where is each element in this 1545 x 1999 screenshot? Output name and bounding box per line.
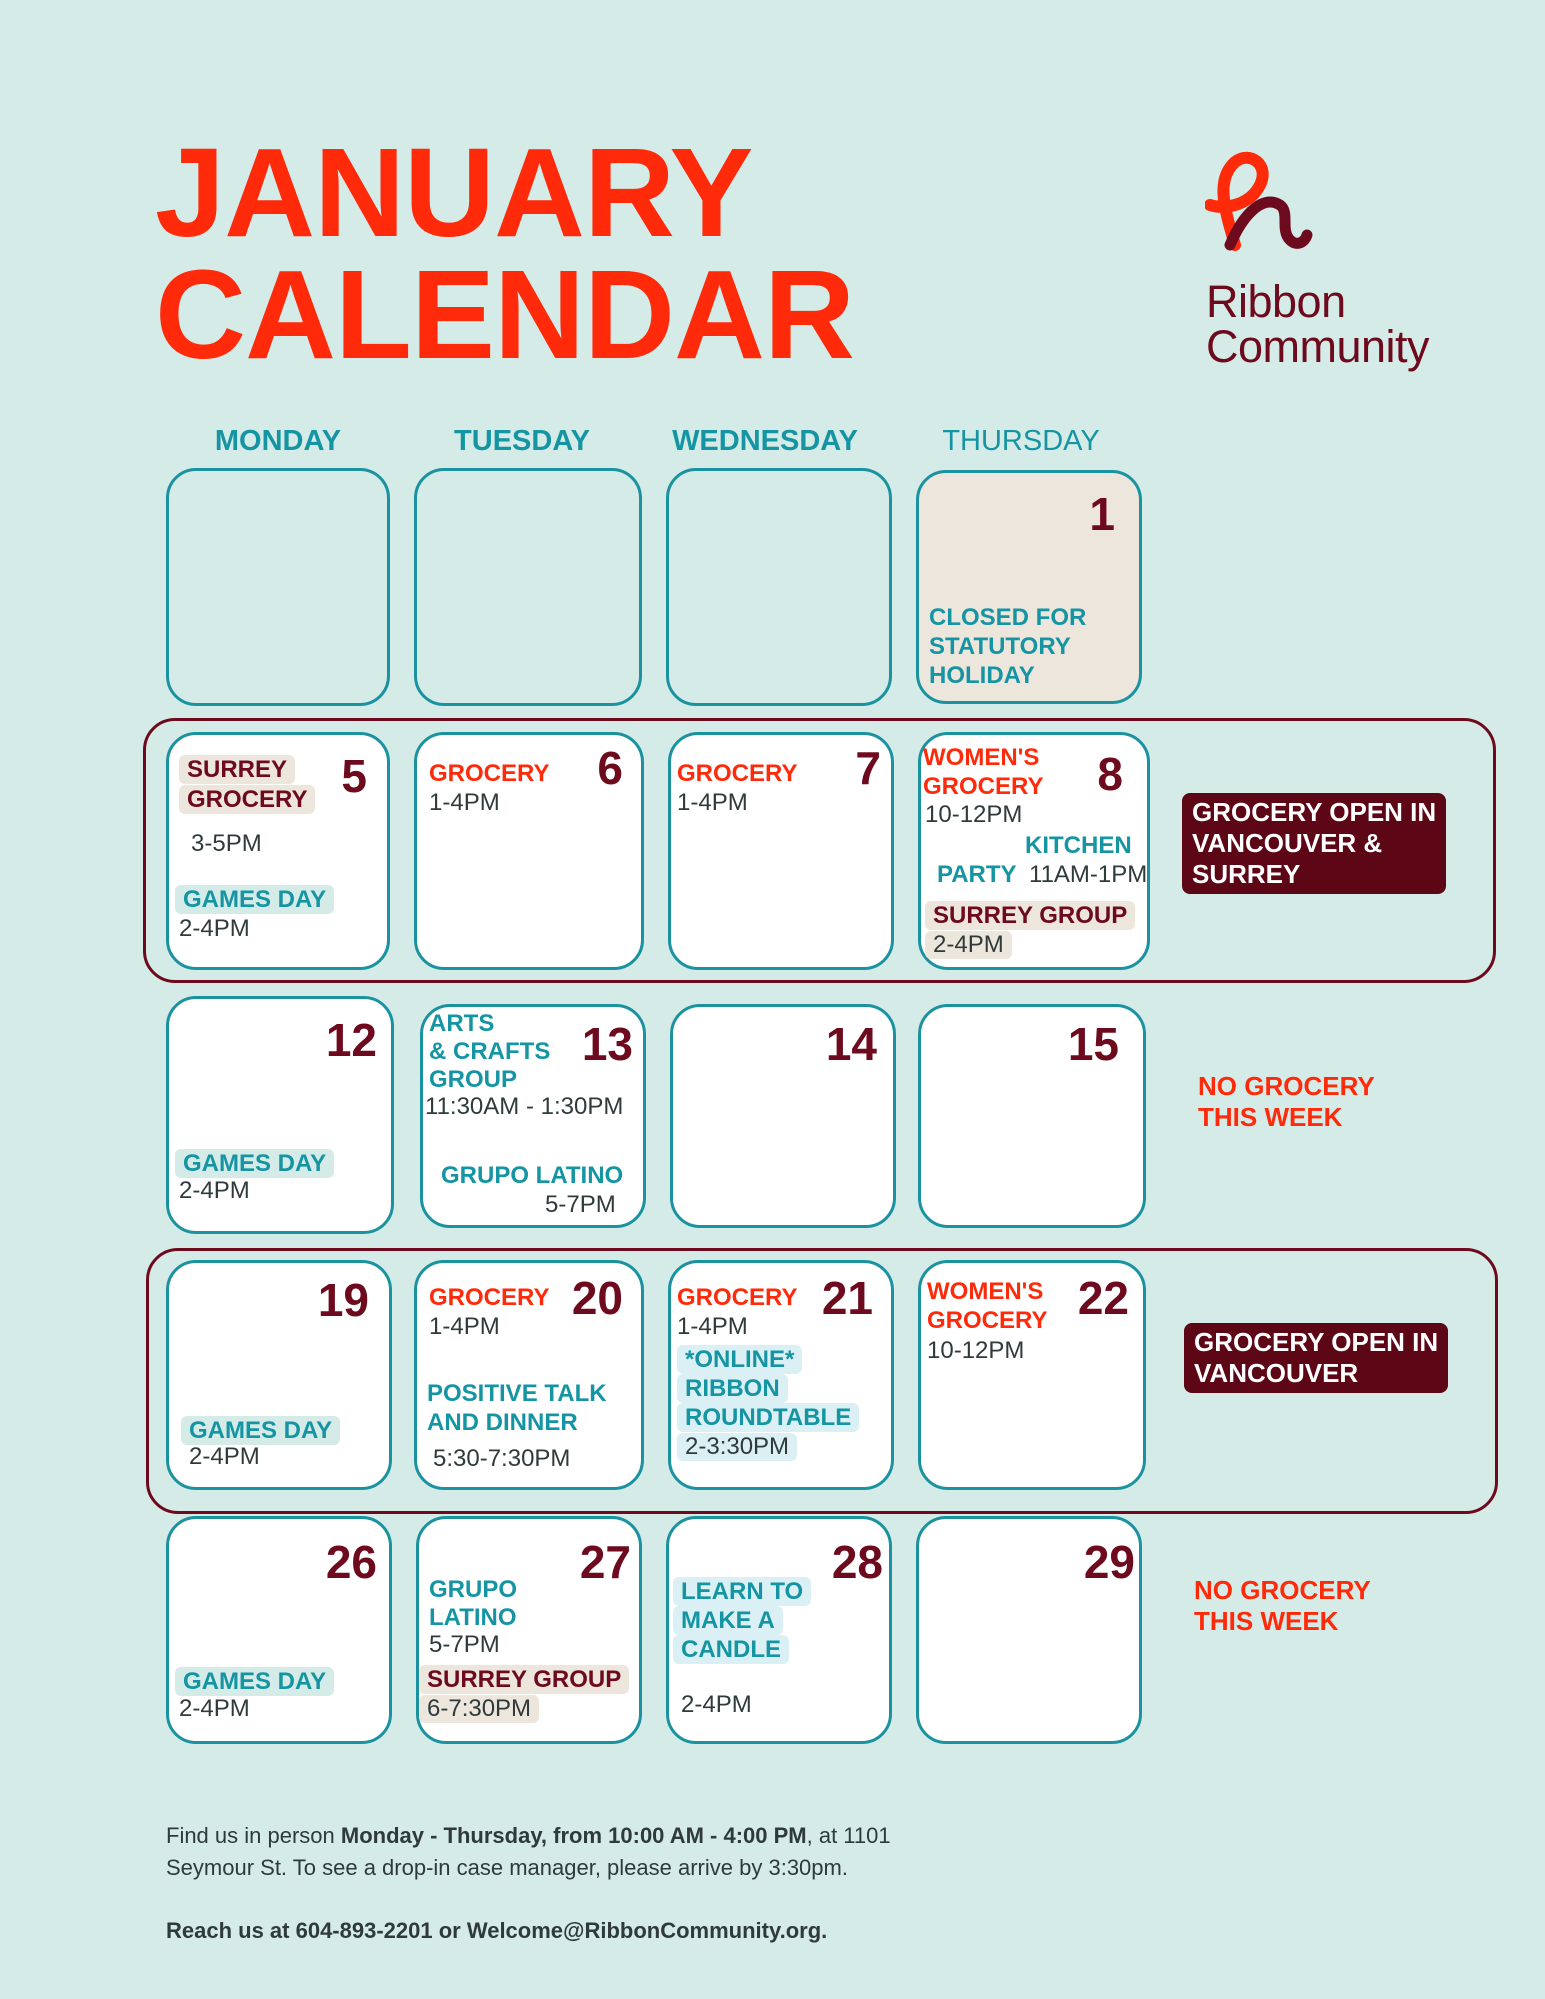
event-positive-talk: POSITIVE TALK xyxy=(427,1380,607,1407)
event-grocery: GROCERY xyxy=(677,760,798,787)
event-time: 1-4PM xyxy=(429,1313,500,1340)
calendar-cell-day-5[interactable] xyxy=(166,732,390,970)
event-online-roundtable: *ONLINE* xyxy=(677,1345,802,1374)
event-kitchen-party: KITCHEN xyxy=(1025,832,1132,859)
event-grupo-latino: GRUPO xyxy=(429,1576,518,1603)
event-time: 2-3:30PM xyxy=(677,1433,797,1461)
event-surrey-grocery: SURREY xyxy=(179,755,295,784)
event-time: 11:30AM - 1:30PM xyxy=(425,1093,624,1120)
event-arts-crafts-line2: & CRAFTS xyxy=(429,1038,551,1065)
event-womens-grocery-line2: GROCERY xyxy=(923,773,1044,800)
event-time: 10-12PM xyxy=(925,801,1023,828)
day-header-monday: MONDAY xyxy=(214,425,342,457)
logo-text-ribbon: Ribbon xyxy=(1206,276,1346,327)
grocery-open-badge: GROCERY OPEN IN VANCOUVER & SURREY xyxy=(1182,793,1446,894)
event-surrey-group: SURREY GROUP xyxy=(419,1665,629,1694)
day-number: 26 xyxy=(325,1536,377,1588)
event-games-day: GAMES DAY xyxy=(175,1149,334,1178)
logo-text-community: Community xyxy=(1206,321,1430,372)
day-number: 29 xyxy=(1083,1536,1135,1588)
calendar-cell-day-20[interactable] xyxy=(414,1260,644,1490)
event-grupo-latino: GRUPO LATINO xyxy=(441,1162,624,1189)
event-time: 10-12PM xyxy=(927,1337,1025,1364)
event-grocery: GROCERY xyxy=(429,760,550,787)
calendar-cell-day-29[interactable] xyxy=(916,1516,1142,1744)
calendar-cell-day-12[interactable] xyxy=(166,996,394,1234)
event-candle-making-line3: CANDLE xyxy=(673,1635,789,1664)
calendar-cell-day-6[interactable] xyxy=(414,732,644,970)
calendar-cell-day-14[interactable] xyxy=(670,1004,896,1228)
event-online-roundtable-line3: ROUNDTABLE xyxy=(677,1403,859,1432)
day-header-tuesday: TUESDAY xyxy=(454,425,590,457)
day-number: 1 xyxy=(1089,488,1115,540)
day-number: 12 xyxy=(325,1014,377,1066)
event-kitchen-party-line2: PARTY xyxy=(937,861,1017,888)
event-time: 5-7PM xyxy=(429,1631,500,1658)
event-online-roundtable-line2: RIBBON xyxy=(677,1374,788,1403)
day-number: 22 xyxy=(1077,1272,1129,1324)
ribbon-logo-icon xyxy=(1205,150,1315,275)
event-time: 2-4PM xyxy=(179,1177,250,1204)
event-time: 6-7:30PM xyxy=(419,1695,539,1723)
day-number: 15 xyxy=(1067,1018,1119,1070)
event-time: 2-4PM xyxy=(681,1691,752,1718)
event-arts-crafts: ARTS xyxy=(429,1010,495,1037)
event-surrey-group: SURREY GROUP xyxy=(925,901,1135,930)
calendar-cell-empty xyxy=(166,468,390,706)
calendar-cell-day-26[interactable] xyxy=(166,1516,392,1744)
event-grocery: GROCERY xyxy=(429,1284,550,1311)
calendar-cell-day-7[interactable] xyxy=(668,732,894,970)
event-arts-crafts-line3: GROUP xyxy=(429,1066,518,1093)
calendar-cell-empty xyxy=(414,468,642,706)
event-grupo-latino-line2: LATINO xyxy=(429,1604,517,1631)
calendar-cell-day-1[interactable] xyxy=(916,470,1142,704)
footer-hours: Find us in person Monday - Thursday, from 10:00 AM - 4:00 PM, at 1101 Seymour St. To see a drop-in case manager, please arrive by 3:30pm. xyxy=(166,1823,891,1880)
event-games-day: GAMES DAY xyxy=(175,1667,334,1696)
event-time: 11AM-1PM xyxy=(1029,861,1148,888)
event-time: 1-4PM xyxy=(429,789,500,816)
title-line-1: JANUARY xyxy=(155,122,753,263)
event-time: 2-4PM xyxy=(925,931,1012,959)
calendar-cell-day-19[interactable] xyxy=(166,1260,392,1490)
event-games-day: GAMES DAY xyxy=(175,885,334,914)
day-number: 13 xyxy=(581,1018,633,1070)
event-candle-making: LEARN TO xyxy=(673,1577,811,1606)
calendar-cell-empty xyxy=(666,468,892,706)
day-header-thursday: THURSDAY xyxy=(942,425,1100,457)
footer-contact: Reach us at 604-893-2201 or Welcome@RibbonCommunity.org. xyxy=(166,1918,828,1943)
day-number: 27 xyxy=(579,1536,631,1588)
event-womens-grocery-line2: GROCERY xyxy=(927,1307,1048,1334)
calendar-cell-day-21[interactable] xyxy=(668,1260,894,1490)
event-time: 2-4PM xyxy=(179,915,250,942)
day-number: 7 xyxy=(855,742,881,794)
event-time: 2-4PM xyxy=(179,1695,250,1722)
event-time: 2-4PM xyxy=(189,1443,260,1470)
calendar-cell-day-13[interactable] xyxy=(420,1004,646,1228)
event-time: 1-4PM xyxy=(677,789,748,816)
day-header-wednesday: WEDNESDAY xyxy=(672,425,858,457)
event-grocery: GROCERY xyxy=(677,1284,798,1311)
event-time: 5-7PM xyxy=(545,1191,616,1218)
calendar-cell-day-15[interactable] xyxy=(918,1004,1146,1228)
event-womens-grocery: WOMEN'S xyxy=(927,1278,1044,1305)
event-surrey-grocery-line2: GROCERY xyxy=(179,785,315,814)
calendar-cell-day-27[interactable] xyxy=(416,1516,642,1744)
event-time: 3-5PM xyxy=(191,830,262,857)
calendar-cell-day-22[interactable] xyxy=(918,1260,1146,1490)
event-games-day: GAMES DAY xyxy=(181,1416,340,1445)
event-womens-grocery: WOMEN'S xyxy=(923,744,1040,771)
day-number: 14 xyxy=(825,1018,877,1070)
day-number: 8 xyxy=(1097,748,1123,800)
no-grocery-note: NO GROCERY THIS WEEK xyxy=(1194,1575,1371,1636)
event-candle-making-line2: MAKE A xyxy=(673,1606,783,1635)
calendar-cell-day-28[interactable] xyxy=(666,1516,892,1744)
event-positive-talk-line2: AND DINNER xyxy=(427,1409,578,1436)
holiday-note: CLOSED FOR STATUTORY HOLIDAY xyxy=(929,604,1087,689)
event-time: 5:30-7:30PM xyxy=(433,1445,571,1472)
event-time: 1-4PM xyxy=(677,1313,748,1340)
day-number: 20 xyxy=(571,1272,623,1324)
no-grocery-note: NO GROCERY THIS WEEK xyxy=(1198,1071,1375,1132)
calendar-cell-day-8[interactable] xyxy=(918,732,1150,970)
day-number: 5 xyxy=(341,750,367,802)
grocery-open-badge: GROCERY OPEN IN VANCOUVER xyxy=(1184,1323,1448,1393)
day-number: 28 xyxy=(831,1536,883,1588)
day-number: 21 xyxy=(821,1272,873,1324)
day-number: 19 xyxy=(317,1274,369,1326)
day-number: 6 xyxy=(597,742,623,794)
title-line-2: CALENDAR xyxy=(155,244,854,385)
